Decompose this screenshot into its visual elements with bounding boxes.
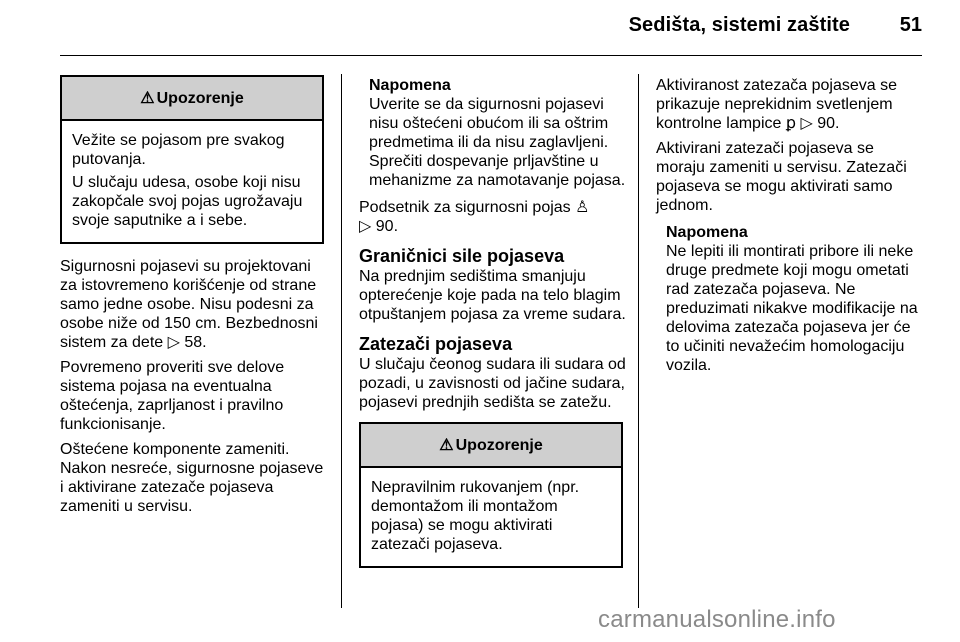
- paragraph-replacement: Aktivirani zatezači pojaseva se moraju zameniti u servisu. Zatezači pojaseva se mogu aktivirati samo jednom.: [656, 140, 907, 214]
- column-3: [656, 76, 922, 381]
- note-body: Ne lepiti ili montirati pribore ili neke druge predmete koji mogu ometati rad zatezača pojaseva. Ne preduzimati nikakve modifikacije na delovima zatezača pojaseva jer će to učiniti nevažećim homologaciju vozila.: [666, 243, 918, 374]
- warning-header: [361, 424, 621, 468]
- column-divider-1: [341, 74, 342, 608]
- warning-title: Upozorenje: [455, 436, 543, 454]
- paragraph-inspection: Povremeno proveriti sve delove sistema pojasa na eventualna oštećenja, zaprljanost i pravilno funkcionisanje.: [60, 359, 285, 433]
- note-body: Uverite se da sigurnosni pojasevi nisu oštećeni obućom ili sa oštrim predmetima ili da nisu zaglavljeni. Sprečiti dospevanje prljavštine u mehanizme za namotavanje pojasa.: [369, 96, 626, 189]
- paragraph-force-limiters: Na prednjim sedištima smanjuju opterećenje koje pada na telo blagim otpuštanjem pojasa za vreme sudara.: [359, 268, 626, 323]
- warning-body: [361, 468, 621, 566]
- page-ref-icon[interactable]: ▷: [167, 334, 180, 351]
- note-title: Napomena: [369, 77, 451, 94]
- warning-triangle-icon: ⚠: [140, 89, 155, 107]
- column-divider-2: [638, 74, 639, 608]
- note-block: [656, 223, 922, 375]
- page-ref-icon[interactable]: ▷: [800, 115, 813, 132]
- seatbelt-icon: ♙: [575, 199, 590, 216]
- page-ref[interactable]: 90.: [375, 218, 399, 235]
- warning-triangle-icon: ⚠: [439, 436, 454, 454]
- paragraph-indicator: [656, 76, 922, 133]
- page-ref-icon[interactable]: ▷: [359, 218, 372, 235]
- warning-paragraph: U slučaju udesa, osobe koji nisu zakopčale svoj pojas ugrožavaju svoje saputnike a i sebe.: [72, 174, 303, 229]
- warning-paragraph: Vežite se pojasom pre svakog putovanja.: [72, 132, 285, 168]
- heading-force-limiters: Graničnici sile pojaseva: [359, 246, 565, 266]
- header-divider: [60, 55, 922, 56]
- note-title: Napomena: [666, 224, 748, 241]
- page-ref[interactable]: 58.: [184, 334, 207, 351]
- watermark: carmanualsonline.info: [598, 606, 836, 633]
- column-2: [359, 76, 627, 568]
- warning-body: [62, 121, 322, 242]
- warning-paragraph: Nepravilnim rukovanjem (npr. demontažom ili montažom pojasa) se mogu aktivirati zatezači pojaseva.: [371, 479, 580, 553]
- paragraph-text: Aktiviranost zatezača pojaseva se prikazuje neprekidnim svetlenjem kontrolne lampice: [656, 77, 898, 132]
- heading-pretensioners: Zatezači pojaseva: [359, 334, 513, 354]
- paragraph-text: Podsetnik za sigurnosni pojas: [359, 199, 576, 216]
- warning-header: [62, 77, 322, 121]
- warning-box: [60, 75, 324, 244]
- note-block: [359, 76, 627, 190]
- paragraph-pretensioners: U slučaju čeonog sudara ili sudara od pozadi, u zavisnosti od jačine sudara, pojasevi prednjih sedišta se zatežu.: [359, 356, 626, 411]
- paragraph-replace: Oštećene komponente zameniti. Nakon nesreće, sigurnosne pojaseve i aktivirane zatezače pojaseva zameniti u servisu.: [60, 441, 324, 515]
- warning-title: Upozorenje: [156, 89, 244, 107]
- paragraph-reminder: [359, 198, 627, 236]
- column-1: [60, 75, 324, 522]
- warning-box: [359, 422, 623, 568]
- pretensioner-lamp-icon: ꝑ: [785, 115, 796, 132]
- page-header-title: Sedišta, sistemi zaštite: [628, 14, 850, 36]
- paragraph-design: [60, 257, 324, 352]
- paragraph-text: Sigurnosni pojasevi su projektovani za istovremeno korišćenje od strane samo jedne osobe. Nisu podesni za osobe niže od 150 cm. Bezbednosni sistem za dete: [60, 258, 318, 351]
- page-ref[interactable]: 90.: [817, 115, 840, 132]
- page-number: 51: [899, 14, 922, 36]
